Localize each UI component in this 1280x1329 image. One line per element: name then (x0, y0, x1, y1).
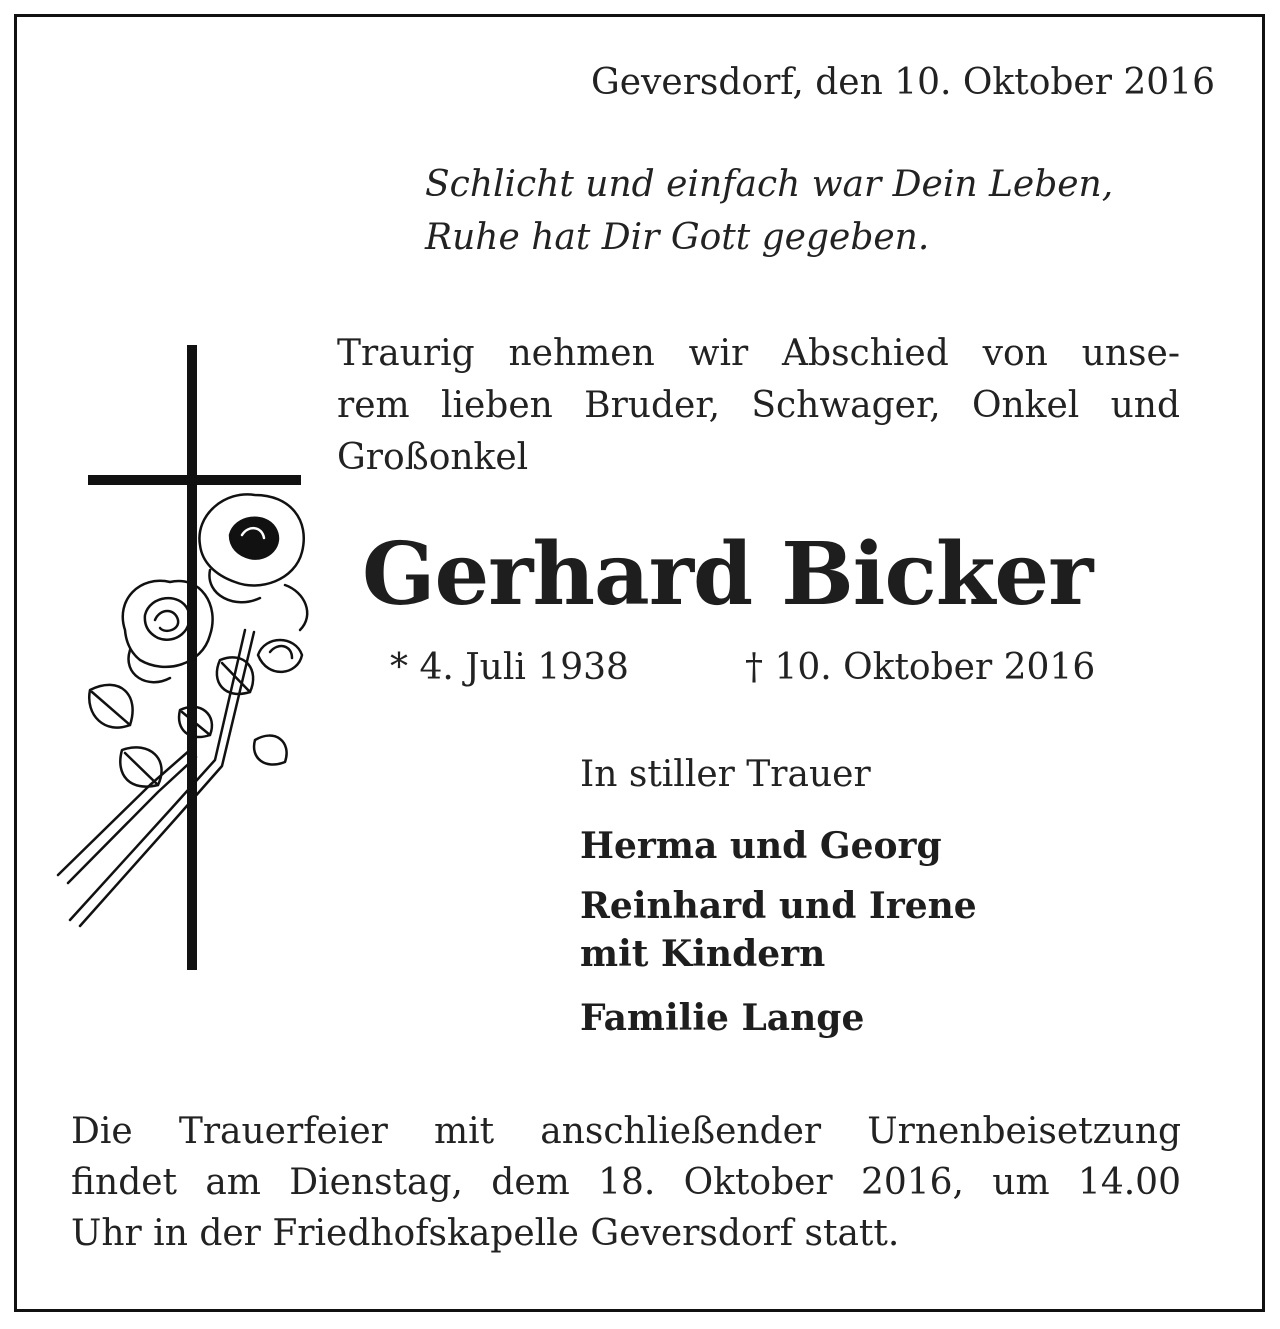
family-entry: Reinhard und Irene (580, 885, 977, 927)
verse-line: Ruhe hat Dir Gott gegeben. (425, 217, 930, 258)
birth-date: * 4. Juli 1938 (390, 647, 629, 688)
intro-text (337, 328, 1180, 484)
intro-line: Großonkel (337, 437, 529, 478)
intro-line: Traurig nehmen wir Abschied von unse- (337, 333, 1180, 374)
deceased-name: Gerhard Bicker (362, 524, 1093, 625)
ceremony-line: findet am Dienstag, dem 18. Oktober 2016, um 14.00 (71, 1162, 1181, 1203)
ceremony-text (71, 1106, 1181, 1259)
date-line: Geversdorf, den 10. Oktober 2016 (590, 62, 1215, 103)
ceremony-line: Die Trauerfeier mit anschließender Urnenbeisetzung (71, 1111, 1181, 1152)
family-entry: mit Kindern (580, 933, 826, 975)
cross-with-roses-icon (30, 330, 330, 970)
death-date: † 10. Oktober 2016 (745, 647, 1096, 688)
intro-line: rem lieben Bruder, Schwager, Onkel und (337, 385, 1180, 426)
mourning-line: In stiller Trauer (580, 754, 871, 795)
verse-line: Schlicht und einfach war Dein Leben, (425, 164, 1114, 205)
verse (425, 158, 1113, 264)
family-entry: Familie Lange (580, 997, 865, 1039)
family-entry: Herma und Georg (580, 825, 942, 867)
ceremony-line: Uhr in der Friedhofskapelle Geversdorf statt. (71, 1213, 900, 1254)
